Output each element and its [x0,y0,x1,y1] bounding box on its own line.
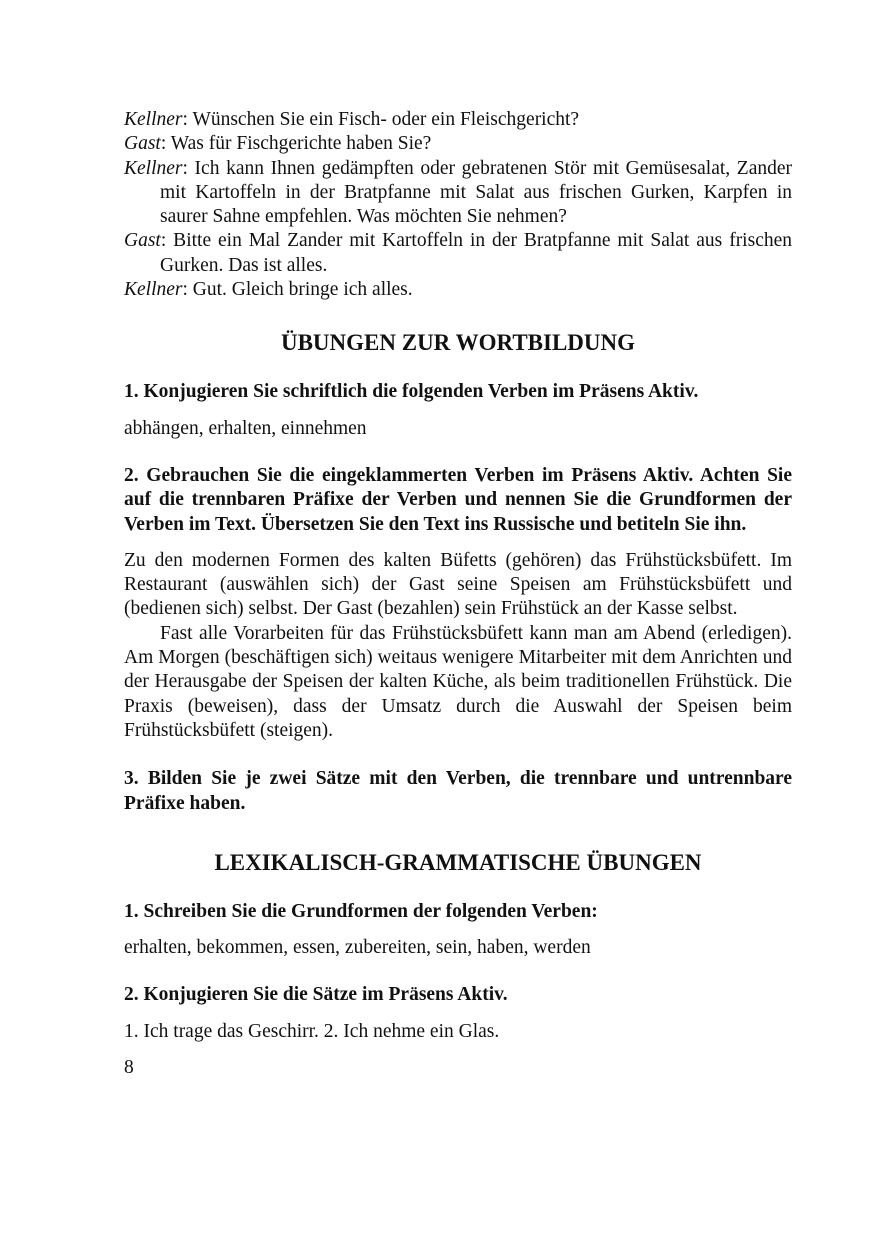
exercise-2-instruction: 2. Gebrauchen Sie die eingeklammerten Verben im Präsens Aktiv. Achten Sie auf die trennbaren Präfixe der Verben und nennen Sie die Grundformen der Verben im Text. Übersetzen Sie den Text ins Russische und betiteln Sie ihn. [124,464,792,535]
dialogue-line [124,278,792,302]
speaker-name: Kellner [124,279,183,301]
exercise-1-words: erhalten, bekommen, essen, zubereiten, sein, haben, werden [124,937,591,959]
section-heading-wortbildung: ÜBUNGEN ZUR WORTBILDUNG [280,330,636,356]
dialogue-line [124,229,792,278]
page-content [124,108,792,1100]
speaker-name: Gast [124,133,161,155]
exercise-2-text: 1. Ich trage das Geschirr. 2. Ich nehme ein Glas. [124,1020,500,1042]
dialogue-text: : Ich kann Ihnen gedämpften oder gebratenen Stör mit Gemüsesalat, Zander mit Kartoffeln in der Bratpfanne mit Salat aus frischen Gurken, Karpfen in saurer Sahne empfehlen. Was möchten Sie nehmen? [160,157,792,228]
dialogue-text: : Wünschen Sie ein Fisch- oder ein Fleischgericht? [182,109,580,130]
exercise-2-instruction: 2. Konjugieren Sie die Sätze im Präsens Aktiv. [124,984,508,1006]
dialogue-text: : Was für Fischgerichte haben Sie? [160,133,432,155]
dialogue-line [124,108,792,132]
exercise-1-instruction: 1. Konjugieren Sie schriftlich die folgenden Verben im Präsens Aktiv. [124,381,699,403]
dialogue-text: : Bitte ein Mal Zander mit Kartoffeln in der Bratpfanne mit Salat aus frischen Gurken. Das ist alles. [160,230,792,276]
dialogue [124,108,792,302]
exercise-3-instruction: 3. Bilden Sie je zwei Sätze mit den Verben, die trennbare und untrennbare Präfixe haben. [124,768,792,814]
exercise-2-paragraph-1: Zu den modernen Formen des kalten Büfetts (gehören) das Frühstücksbüfett. Im Restaurant (auswählen sich) der Gast seine Speisen am Frühstücksbüfett und (bedienen sich) selbst. Der Gast (bezahlen) sein Frühstück an der Kasse selbst. [124,549,792,620]
dialogue-text: : Gut. Gleich bringe ich alles. [182,279,413,301]
exercise-2-paragraph-2: Fast alle Vorarbeiten für das Frühstücksbüfett kann man am Abend (erledigen). Am Morgen (beschäftigen sich) weitaus wenigere Mitarbeiter mit dem Anrichten und der Herausgabe der Speisen der kalten Küche, als beim traditionellen Frühstück. Die Praxis (beweisen), dass der Umsatz durch die Auswahl der Speisen beim Frühstücksbüfett (steigen). [124,622,792,741]
speaker-name: Kellner [124,109,183,130]
speaker-name: Gast [124,230,161,252]
dialogue-line [124,132,792,156]
page-number: 8 [124,1057,134,1079]
dialogue-line [124,157,792,230]
section-heading-lexikalisch: LEXIKALISCH-GRAMMATISCHE ÜBUNGEN [214,849,702,875]
speaker-name: Kellner [124,157,183,179]
exercise-1-words: abhängen, erhalten, einnehmen [124,417,367,439]
exercise-1-instruction: 1. Schreiben Sie die Grundformen der folgenden Verben: [124,900,598,922]
